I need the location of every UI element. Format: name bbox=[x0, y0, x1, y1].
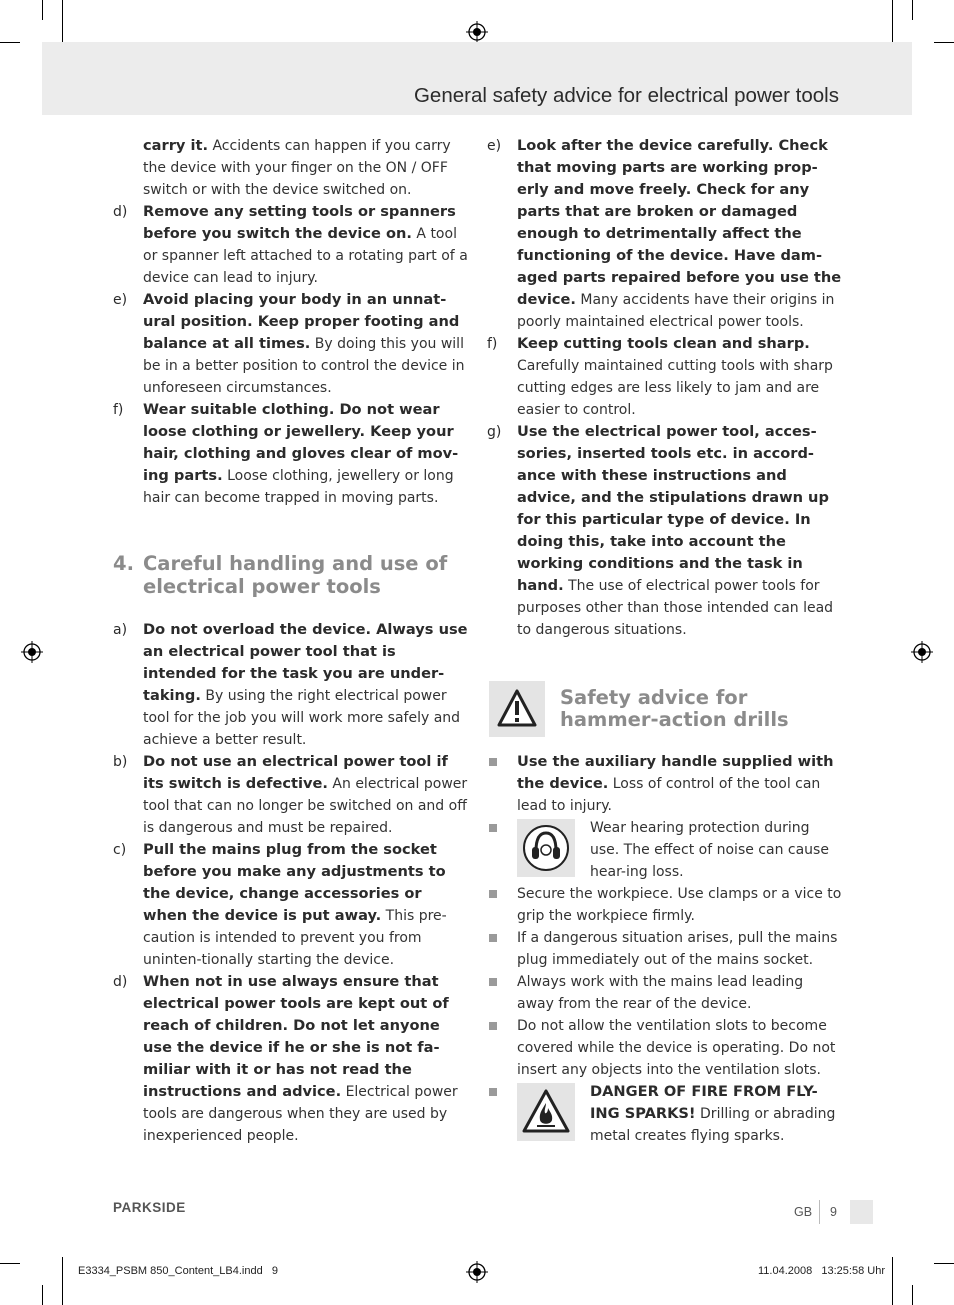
list-item: e) Avoid placing your body in an unnat-ural position. Keep proper footing and balance at all times. By doing this you will be in a better position to control the device in unforeseen circumstances. bbox=[113, 291, 465, 396]
language-code: GB bbox=[794, 1205, 813, 1219]
bullet-item: Use the auxiliary handle supplied with the device. Loss of control of the tool can lead to injury. bbox=[487, 751, 842, 817]
bullet-item bbox=[487, 1081, 842, 1147]
bullet-item: If a dangerous situation arises, pull the mains plug immediately out of the mains socket. bbox=[487, 927, 842, 971]
footer-divider bbox=[819, 1200, 820, 1224]
file-slug: E3334_PSBM 850_Content_LB4.indd 9 bbox=[78, 1265, 278, 1277]
page-title: General safety advice for electrical power tools bbox=[413, 84, 839, 107]
crop-mark bbox=[62, 1257, 63, 1305]
intro-paragraph: carry it. Accidents can happen if you carry the device with your finger on the ON / OFF switch or with the device switched on. bbox=[143, 137, 451, 198]
list-item: f) Wear suitable clothing. Do not wear loose clothing or jewellery. Keep your hair, clothing and gloves clear of mov-ing parts. Loose clothing, jewellery or long hair can become trapped in moving parts. bbox=[113, 401, 459, 506]
list-item: g) Use the electrical power tool, acces-sories, inserted tools etc. in accord-ance with these instructions and advice, and the stipulations drawn up for this particular type of device. In doing this, take into account the working conditions and the task in hand. The use of electrical power tools for purposes other than those intended can lead to dangerous situations. bbox=[487, 423, 834, 638]
list-item: b) Do not use an electrical power tool if its switch is defective. An electrical power tool that can no longer be switched on and off is dangerous and must be repaired. bbox=[113, 753, 468, 836]
timestamp-slug: 11.04.2008 13:25:58 Uhr bbox=[757, 1265, 885, 1277]
bullet-square bbox=[489, 978, 497, 986]
bullet-item bbox=[487, 817, 842, 883]
bullet-square bbox=[489, 758, 497, 766]
warning-title: Safety advice for hammer-action drills bbox=[560, 686, 789, 731]
registration-mark-icon bbox=[466, 21, 488, 43]
crop-mark bbox=[934, 42, 954, 43]
list-item: d) Remove any setting tools or spanners before you switch the device on. A tool or spanner left attached to a rotating part of a device can lead to injury. bbox=[113, 203, 468, 286]
crop-mark bbox=[892, 1257, 893, 1305]
fire-hazard-icon bbox=[517, 1083, 575, 1141]
registration-mark-icon bbox=[466, 1261, 488, 1283]
crop-mark bbox=[934, 1263, 954, 1264]
bullet-text: Wear hearing protection during use. The effect of noise can cause hear-ing loss. bbox=[590, 820, 829, 880]
bullet-square bbox=[489, 934, 497, 942]
list-item: d) When not in use always ensure that electrical power tools are kept out of reach of children. Do not let anyone use the device if he or she is not fa-miliar with it or has not read the instructions and advice. Electrical power tools are dangerous when they are used by inexperienced people. bbox=[113, 973, 458, 1144]
page-number: 9 bbox=[830, 1205, 837, 1219]
registration-mark-icon bbox=[911, 641, 933, 663]
bullet-square bbox=[489, 1022, 497, 1030]
crop-mark bbox=[42, 1285, 43, 1305]
list-item: e) Look after the device carefully. Check that moving parts are working prop-erly and move freely. Check for any parts that are broken or damaged enough to detrimentally affect the functioning of the device. Have dam-aged parts repaired before you use the device. Many accidents have their origins in poorly maintained electrical power tools. bbox=[487, 137, 842, 330]
warning-heading bbox=[487, 681, 842, 739]
crop-mark bbox=[912, 0, 913, 20]
bullet-item: Do not allow the ventilation slots to become covered while the device is operating. Do not insert any objects into the ventilation slots. bbox=[487, 1015, 842, 1081]
brand-logo: PARKSIDE bbox=[113, 1200, 186, 1215]
footer-tab bbox=[850, 1200, 873, 1224]
bullet-item: Always work with the mains lead leading away from the rear of the device. bbox=[487, 971, 842, 1015]
list-item: f) Keep cutting tools clean and sharp. Carefully maintained cutting tools with sharp cutting edges are less likely to jam and are easier to control. bbox=[487, 335, 833, 418]
left-column bbox=[113, 135, 468, 1147]
bullet-square bbox=[489, 1088, 497, 1096]
crop-mark bbox=[912, 1285, 913, 1305]
crop-mark bbox=[892, 0, 893, 48]
hearing-protection-icon bbox=[517, 819, 575, 877]
crop-mark bbox=[0, 1263, 20, 1264]
section-heading: 4. Careful handling and use of electrical power tools bbox=[113, 552, 448, 598]
bullet-item: Secure the workpiece. Use clamps or a vice to grip the workpiece firmly. bbox=[487, 883, 842, 927]
crop-mark bbox=[42, 0, 43, 20]
list-item: c) Pull the mains plug from the socket before you make any adjustments to the device, change accessories or when the device is put away. This pre-caution is intended to prevent you from uninten-tionally starting the device. bbox=[113, 841, 447, 968]
bullet-text: DANGER OF FIRE FROM FLY-ING SPARKS! Drilling or abrading metal creates flying sparks. bbox=[590, 1083, 836, 1144]
registration-mark-icon bbox=[21, 641, 43, 663]
warning-triangle-icon bbox=[489, 681, 545, 737]
right-column bbox=[487, 135, 842, 1147]
bullet-square bbox=[489, 824, 497, 832]
list-item: a) Do not overload the device. Always use an electrical power tool that is intended for the task you are under-taking. By using the right electrical power tool for the job you will work more safely and achieve a better result. bbox=[113, 621, 468, 748]
crop-mark bbox=[62, 0, 63, 48]
bullet-square bbox=[489, 890, 497, 898]
crop-mark bbox=[0, 42, 20, 43]
